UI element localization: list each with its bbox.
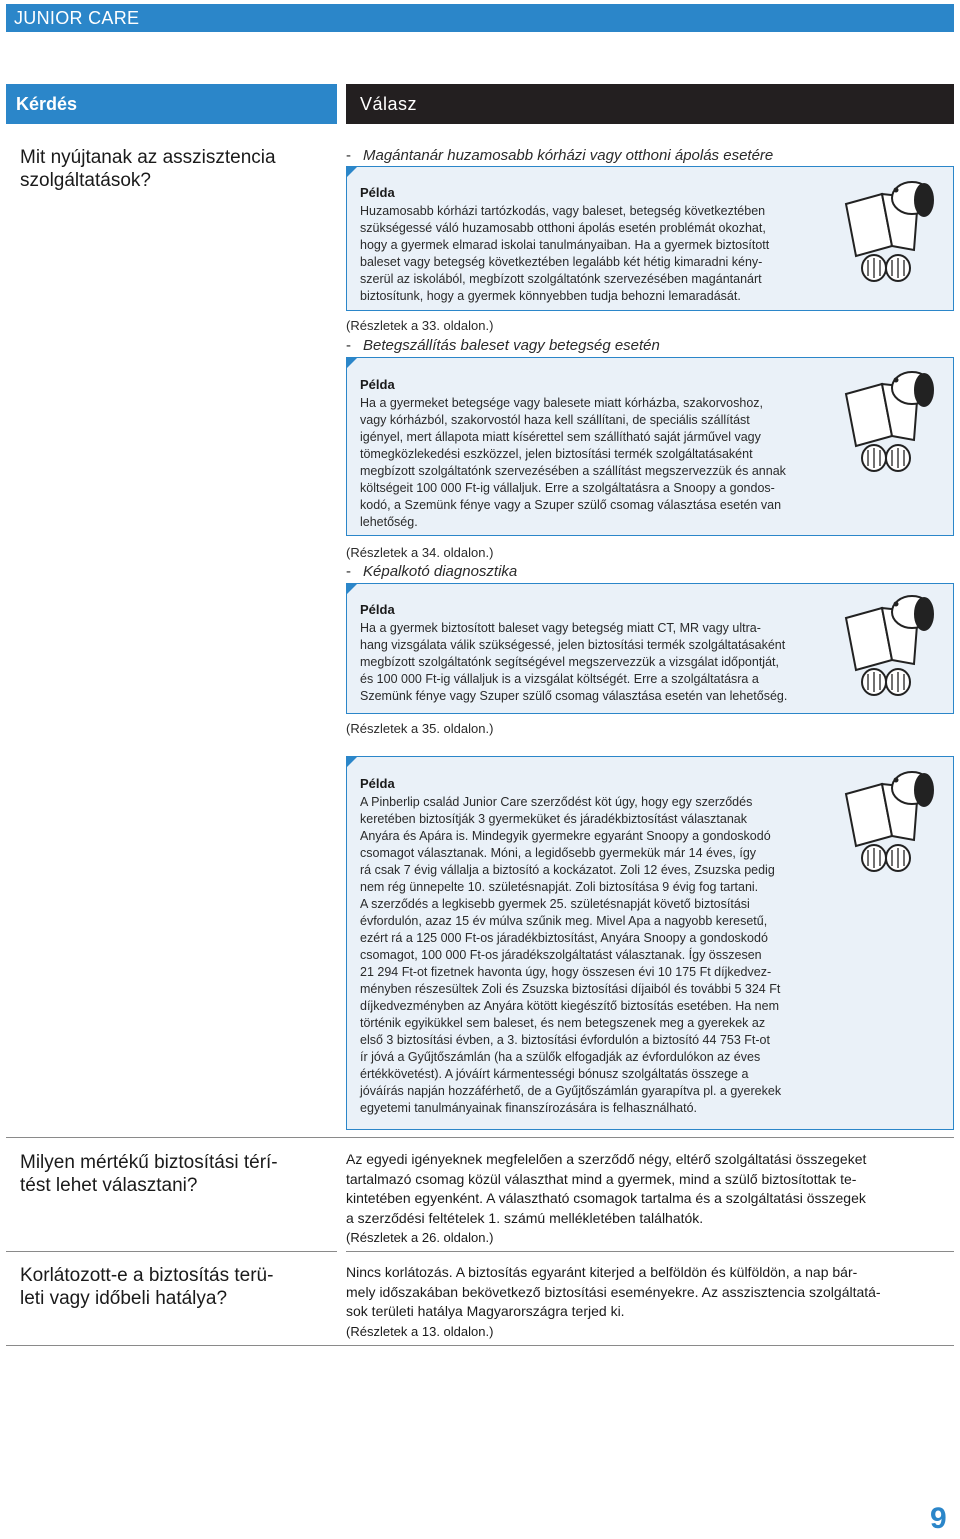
question-divider xyxy=(6,1251,337,1252)
item-title-tutor: - Magántanár huzamosabb kórházi vagy otthoni ápolás esetére xyxy=(346,147,774,164)
reference-page-33: (Részletek a 33. oldalon.) xyxy=(346,318,494,333)
section-divider xyxy=(6,1345,954,1346)
item-title-imaging: - Képalkotó diagnosztika xyxy=(346,563,518,580)
example-label: Példa xyxy=(360,185,395,200)
header-bar xyxy=(6,4,954,32)
question-2: Milyen mértékű biztosítási térí- tést lehet választani? xyxy=(20,1152,278,1196)
question-line: Mit nyújtanak az asszisztencia xyxy=(20,147,276,168)
question-line: szolgáltatások? xyxy=(20,170,151,191)
answer-column-label: Válasz xyxy=(360,94,418,114)
corner-marker-icon xyxy=(346,166,358,178)
snoopy-reading-icon xyxy=(838,366,948,476)
example-text: Huzamosabb kórházi tartózkodás, vagy baleset, betegség következtében szükségessé váló huzamosabb otthoni ápolás esetén problémát okozhat, hogy a gyermek elmarad iskolai tanulmányaiban. Ha a gyermek biztosított baleset vagy betegség következtében legalább két hétig kimaradni kény- szerül az iskolából, megbízott szolgáltatónk szervezésében magántanárt biztosítunk, hogy a gyermek könnyebben tudja behozni lemaradását. xyxy=(360,204,770,303)
reference-page-13: (Részletek a 13. oldalon.) xyxy=(346,1323,494,1339)
answer-column-header xyxy=(346,84,954,124)
section-divider xyxy=(6,1137,954,1138)
example-label: Példa xyxy=(360,377,395,392)
question-column-header xyxy=(6,84,337,124)
item-title-transport: - Betegszállítás baleset vagy betegség esetén xyxy=(346,337,660,354)
corner-marker-icon xyxy=(346,357,358,369)
corner-marker-icon xyxy=(346,756,358,768)
answer-3: Nincs korlátozás. A biztosítás egyaránt kiterjed a belföldön és külföldön, a nap bár- mely időszakában bekövetkező biztosítási eseményekre. Az asszisztencia szolgáltatá- sok területi hatálya Magyarországra terjed ki. (Részletek a 13. oldalon.) xyxy=(346,1263,938,1341)
snoopy-reading-icon xyxy=(838,766,948,876)
example-label: Példa xyxy=(360,776,395,791)
question-3: Korlátozott-e a biztosítás terü- leti vagy időbeli hatálya? xyxy=(20,1265,274,1309)
answer-2: Az egyedi igényeknek megfelelően a szerződő négy, eltérő szolgáltatási összegeket tartalmazó csomag közül választhat mind a gyermek, mind a szülő biztosítottak te- kintetében egyenként. A választható csomagok tartalma és a szolgáltatási összegek a szerződési feltételek 1. számú mellékletében találhatók. (Részletek a 26. oldalon.) xyxy=(346,1150,938,1248)
example-text: A Pinberlip család Junior Care szerződést köt úgy, hogy egy szerződés keretében biztosítják 3 gyermeküket és járadékbiztosítást választanak Anyára és Apára is. Mindegyik gyermekre egyaránt Snoopy a gondoskodó csomagot választanak. Móni, a legidősebb gyermekük már 14 éves, így rá csak 7 évig vállalja a biztosító a kockázatot. Zoli 12 éves, Zsuzska pedig nem rég ünnepelte 10. születésnapját. Zoli biztosítása 9 évig fog tartani. A szerződés a legkisebb gyermek 25. születésnapját követő biztosítási évfordulón, azaz 15 év múlva szűnik meg. Mivel Apa a nagyobb keresetű, ezért rá a 125 000 Ft-os járadékbiztosítást, Anyára Snoopy a gondoskodó csomagot, 100 000 Ft-os járadékszolgáltatást választanak. Így összesen 21 294 Ft-ot fizetnek havonta úgy, hogy összesen évi 10 175 Ft díjkedvez- ményben részesültek Zoli és Zsuzska biztosítási díjaiból és további 5 324 Ft díjkedvezményben az Anyára kötött kiegészítő biztosítás esetében. Ha nem történik egyikükkel sem baleset, és nem betegszenek meg a gyerekek az első 3 biztosítási évben, a 3. biztosítási évfordulón a biztosító 44 753 Ft-ot ír jóvá a Gyűjtőszámlán (ha a szülők elfogadják az évfordulókon az éves értékkövetést). A jóváírt kármentességi bónusz szolgáltatás összege a jóváírás napján hozzáférhető, de a Gyűjtőszámlán gyarapítva pl. a gyerekek egyetemi tanulmányainak finanszírozására is felhasználható. xyxy=(360,795,782,1115)
example-text: Ha a gyermeket betegsége vagy balesete miatt kórházba, szakorvoshoz, vagy kórházból, szakorvostól haza kell szállítani, de speciális szállítást igényel, mert állapota miatt kísérettel sem szállítható saját járművel vagy tömegközlekedési eszközzel, jelen biztosítási termék szolgáltatásaként megbízott szolgáltatónk szervezésében a szállítást megszervezzük és annak költségeit 100 000 Ft-ig vállaljuk. Erre a szolgáltatásra a Snoopy a gondos- kodó, a Szemünk fénye vagy a Szuper szülő csomag választása esetén van lehetőség. xyxy=(360,396,786,529)
page-number: 9 xyxy=(930,1502,947,1535)
header-title: JUNIOR CARE xyxy=(14,8,140,28)
example-label: Példa xyxy=(360,602,395,617)
reference-page-35: (Részletek a 35. oldalon.) xyxy=(346,721,494,736)
reference-page-26: (Részletek a 26. oldalon.) xyxy=(346,1230,494,1245)
example-text: Ha a gyermek biztosított baleset vagy betegség miatt CT, MR vagy ultra- hang vizsgálata válik szükségessé, jelen biztosítási termék szolgáltatásaként megbízott szolgáltatónk segítségével megszervezzük a vizsgálat időpontját, és 100 000 Ft-ig vállaljuk is a vizsgálat költségét. Erre a szolgáltatásra a Szemünk fénye vagy Szuper szülő csomag választása esetén van lehetőség. xyxy=(360,621,788,703)
answer-divider xyxy=(346,1251,954,1252)
corner-marker-icon xyxy=(346,583,358,595)
snoopy-reading-icon xyxy=(838,176,948,286)
reference-page-34: (Részletek a 34. oldalon.) xyxy=(346,545,494,560)
question-1 xyxy=(20,146,276,192)
question-column-label: Kérdés xyxy=(16,94,78,114)
snoopy-reading-icon xyxy=(838,590,948,700)
